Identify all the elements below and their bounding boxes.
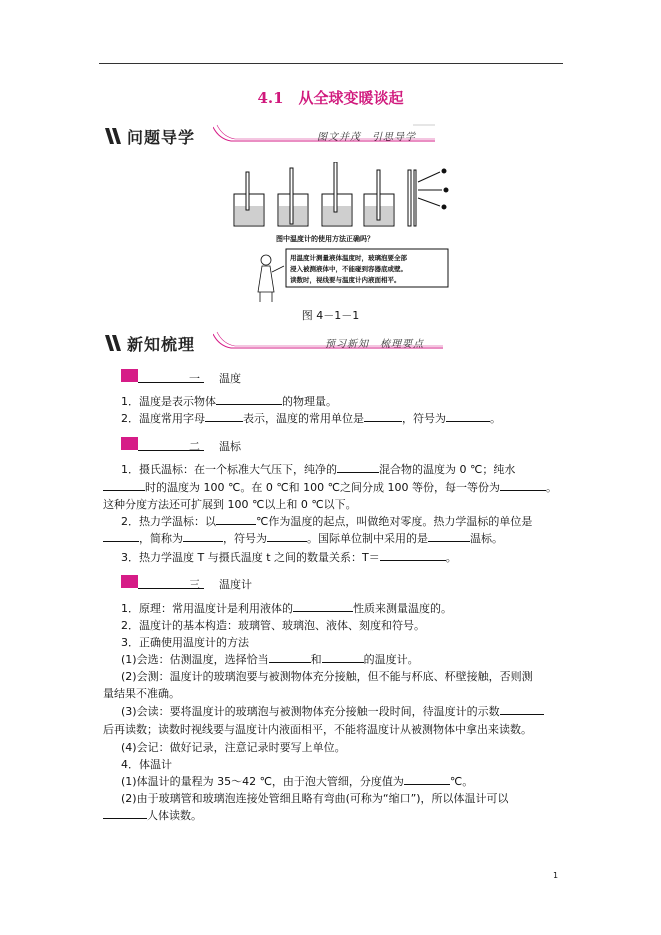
section-tagline: 预习新知 梳理要点	[325, 339, 424, 350]
thermometer-figure	[228, 162, 468, 312]
reading-diagram	[408, 169, 448, 226]
speech-line-2: 浸入被测液体中，不能碰到容器底或壁。	[290, 265, 407, 273]
question-line: 1．温度是表示物体 的物理量。	[121, 395, 337, 408]
slash-decoration-icon	[103, 333, 125, 353]
question-line: (3)会读：要将温度计的玻璃泡与被测物体充分接触一段时间，待温度计的示数	[121, 703, 561, 720]
question-line: 1．原理：常用温度计是利用液体的 性质来测量温度的。	[121, 602, 452, 615]
beaker-2	[278, 168, 308, 226]
section-tagline: 图文并茂 引思导学	[317, 132, 416, 143]
question-line: 3．热力学温度 T 与摄氏温度 t 之间的数量关系：T＝ 。	[121, 551, 457, 564]
slash-decoration-icon	[103, 126, 125, 146]
beaker-3	[322, 162, 352, 226]
question-line: 2．温度常用字母 表示，温度的常用单位是 ，符号为 。	[121, 412, 501, 425]
question-line: 1．摄氏温标：在一个标准大气压下，纯净的 混合物的温度为 0 ℃；纯水	[121, 463, 516, 476]
question-line: (2)由于玻璃管和玻璃泡连接处管细且略有弯曲(可称为“缩口”)，所以体温计可以	[121, 792, 509, 805]
speech-line-1: 用温度计测量液体温度时，玻璃泡要全部	[290, 254, 407, 262]
heading-marker	[121, 369, 138, 382]
question-line: 3．正确使用温度计的方法	[121, 636, 249, 649]
subsection-heading-temperature	[121, 369, 321, 385]
beaker-4	[364, 170, 394, 226]
page-title: 4.1 从全球变暖谈起	[257, 89, 404, 107]
header-rule	[99, 63, 563, 64]
question-line: (1)会选：估测温度，选择恰当 和 的温度计。	[121, 653, 419, 666]
question-line: 人体读数。	[103, 807, 543, 824]
question-line: ，简称为 ，符号为 。国际单位制中采用的是 温标。	[103, 530, 543, 547]
subsection-number: 三	[189, 578, 200, 591]
question-line: 4．体温计	[121, 758, 172, 771]
subsection-name: 温标	[219, 440, 241, 453]
section-banner-preview	[103, 123, 433, 149]
subsection-number: 一	[189, 372, 200, 385]
teacher-figure	[258, 255, 284, 302]
figure-question: 图中温度计的使用方法正确吗？	[276, 235, 374, 243]
heading-marker	[121, 437, 138, 450]
subsection-heading-thermometer	[121, 575, 321, 591]
heading-marker	[121, 575, 138, 588]
section-banner-new-knowledge	[103, 330, 443, 356]
figure-caption: 图 4－1－1	[301, 309, 360, 322]
question-line: 量结果不准确。	[103, 687, 180, 700]
question-line: 时的温度为 100 ℃。在 0 ℃和 100 ℃之间分成 100 等份，每一等份为 。	[103, 479, 543, 496]
subsection-name: 温度计	[219, 578, 252, 591]
section-title: 问题导学	[127, 128, 196, 147]
question-line: 2．热力学温标：以 ℃作为温度的起点，叫做绝对零度。热力学温标的单位是	[121, 515, 533, 528]
section-title: 新知梳理	[127, 335, 196, 354]
question-line: 这种分度方法还可扩展到 100 ℃以上和 0 ℃以下。	[103, 498, 357, 511]
question-line: (1)体温计的量程为 35～42 ℃，由于泡大管细，分度值为 ℃。	[121, 775, 474, 788]
subsection-heading-scale	[121, 437, 321, 453]
question-line: 后再读数；读数时视线要与温度计内液面相平，不能将温度计从被测物体中拿出来读数。	[103, 723, 532, 736]
question-line: 2．温度计的基本构造：玻璃管、玻璃泡、液体、刻度和符号。	[121, 619, 425, 632]
speech-line-3: 读数时，视线要与温度计内液面相平。	[290, 276, 401, 284]
beaker-1	[234, 172, 264, 226]
subsection-number: 二	[189, 440, 200, 453]
question-line: (4)会记：做好记录，注意记录时要写上单位。	[121, 741, 346, 754]
page-number: 1	[553, 871, 559, 880]
question-line: (2)会测：温度计的玻璃泡要与被测物体充分接触，但不能与杯底、杯壁接触，否则测	[121, 670, 533, 683]
subsection-name: 温度	[219, 372, 241, 385]
